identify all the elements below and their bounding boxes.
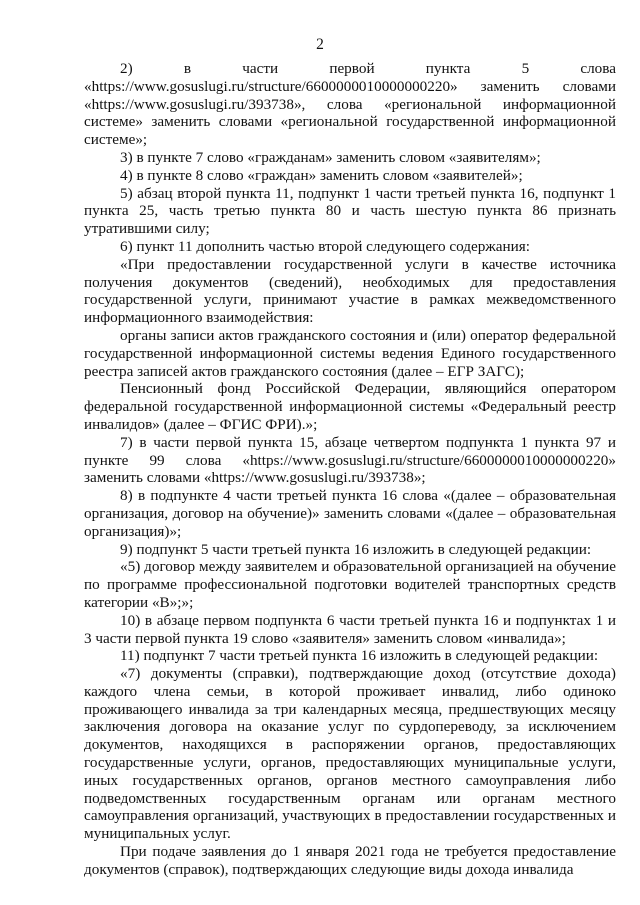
document-body — [84, 60, 616, 879]
paragraph-text: При подаче заявления до 1 января 2021 года не требуется предоставление документов (справок), подтверждающих следующие виды дохода инвалида — [84, 843, 616, 878]
quoted-paragraph: «5) договор между заявителем и образовательной организацией на обучение по программе профессиональной подготовки водителей транспортных средств категории «В»;»; — [84, 558, 616, 611]
paragraph-item-3: 3) в пункте 7 слово «гражданам» заменить словом «заявителям»; — [120, 148, 541, 166]
quoted-paragraph: Пенсионный фонд Российской Федерации, являющийся оператором федеральной государственной информационной системы «Федеральный реестр инвалидов» (далее – ФГИС ФРИ).»; — [84, 380, 616, 433]
page-number: 2 — [316, 36, 324, 53]
paragraph-item-4: 4) в пункте 8 слово «граждан» заменить словом «заявителей»; — [120, 166, 523, 184]
paragraph-item-11: 11) подпункт 7 части третьей пункта 16 изложить в следующей редакции: — [120, 647, 599, 665]
paragraph-item-7: 7) в части первой пункта 15, абзаце четвертом подпункта 1 пункта 97 и пункте 99 слова «https://www.gosuslugi.ru/structure/6600000010000000220» заменить словами «https://www.gosuslugi.ru/393738»; — [84, 433, 616, 487]
paragraph-item-8: 8) в подпункте 4 части третьей пункта 16 слова «(далее – образовательная организация, договор на обучение)» заменить словами «(далее – образовательная организация)»; — [84, 487, 616, 540]
quoted-paragraph: «При предоставлении государственной услуги в качестве источника получения документов (сведений), необходимых для предоставления государственной услуги, принимают участие в рамках межведомственного информационного взаимодействия: — [84, 255, 616, 327]
paragraph-item-5: 5) абзац второй пункта 11, подпункт 1 части третьей пункта 16, подпункт 1 пункта 25, часть третью пункта 80 и часть шестую пункта 86 признать утратившими силу; — [84, 184, 616, 238]
paragraph-item-10: 10) в абзаце первом подпункта 6 части третьей пункта 16 и подпунктах 1 и 3 части первой пункта 19 слово «заявителя» заменить словом «инвалида»; — [84, 611, 616, 647]
paragraph-item-6: 6) пункт 11 дополнить частью второй следующего содержания: — [120, 237, 530, 255]
paragraph-item-9: 9) подпункт 5 части третьей пункта 16 изложить в следующей редакции: — [120, 540, 592, 558]
quoted-paragraph: органы записи актов гражданского состояния и (или) оператор федеральной государственной информационной системы ведения Единого государственного реестра записей актов гражданского состояния (далее – ЕГР ЗАГС); — [84, 326, 616, 380]
paragraph-item-2: 2) в части первой пункта 5 слова «https://www.gosuslugi.ru/structure/6600000010000000220» заменить словами «https://www.gosuslugi.ru/393738», слова «региональной информационной системе» заменить словами «региональной государственной информационной системе»; — [84, 60, 616, 149]
quoted-paragraph: «7) документы (справки), подтверждающие доход (отсутствие дохода) каждого члена семьи, в которой проживает инвалид, либо одиноко проживающего инвалида за три календарных месяца, предшествующих месяцу заключения договора на оказание услуг по сурдопереводу, за исключением документов, находящихся в распоряжении органов, предоставляющих государственные услуги, органов, предоставляющих муниципальные услуги, иных государственных органов, органов местного самоуправления либо подведомственных государственным органам или органам местного самоуправления организаций, участвующих в предоставлении государственных и муниципальных услуг. — [84, 665, 616, 843]
